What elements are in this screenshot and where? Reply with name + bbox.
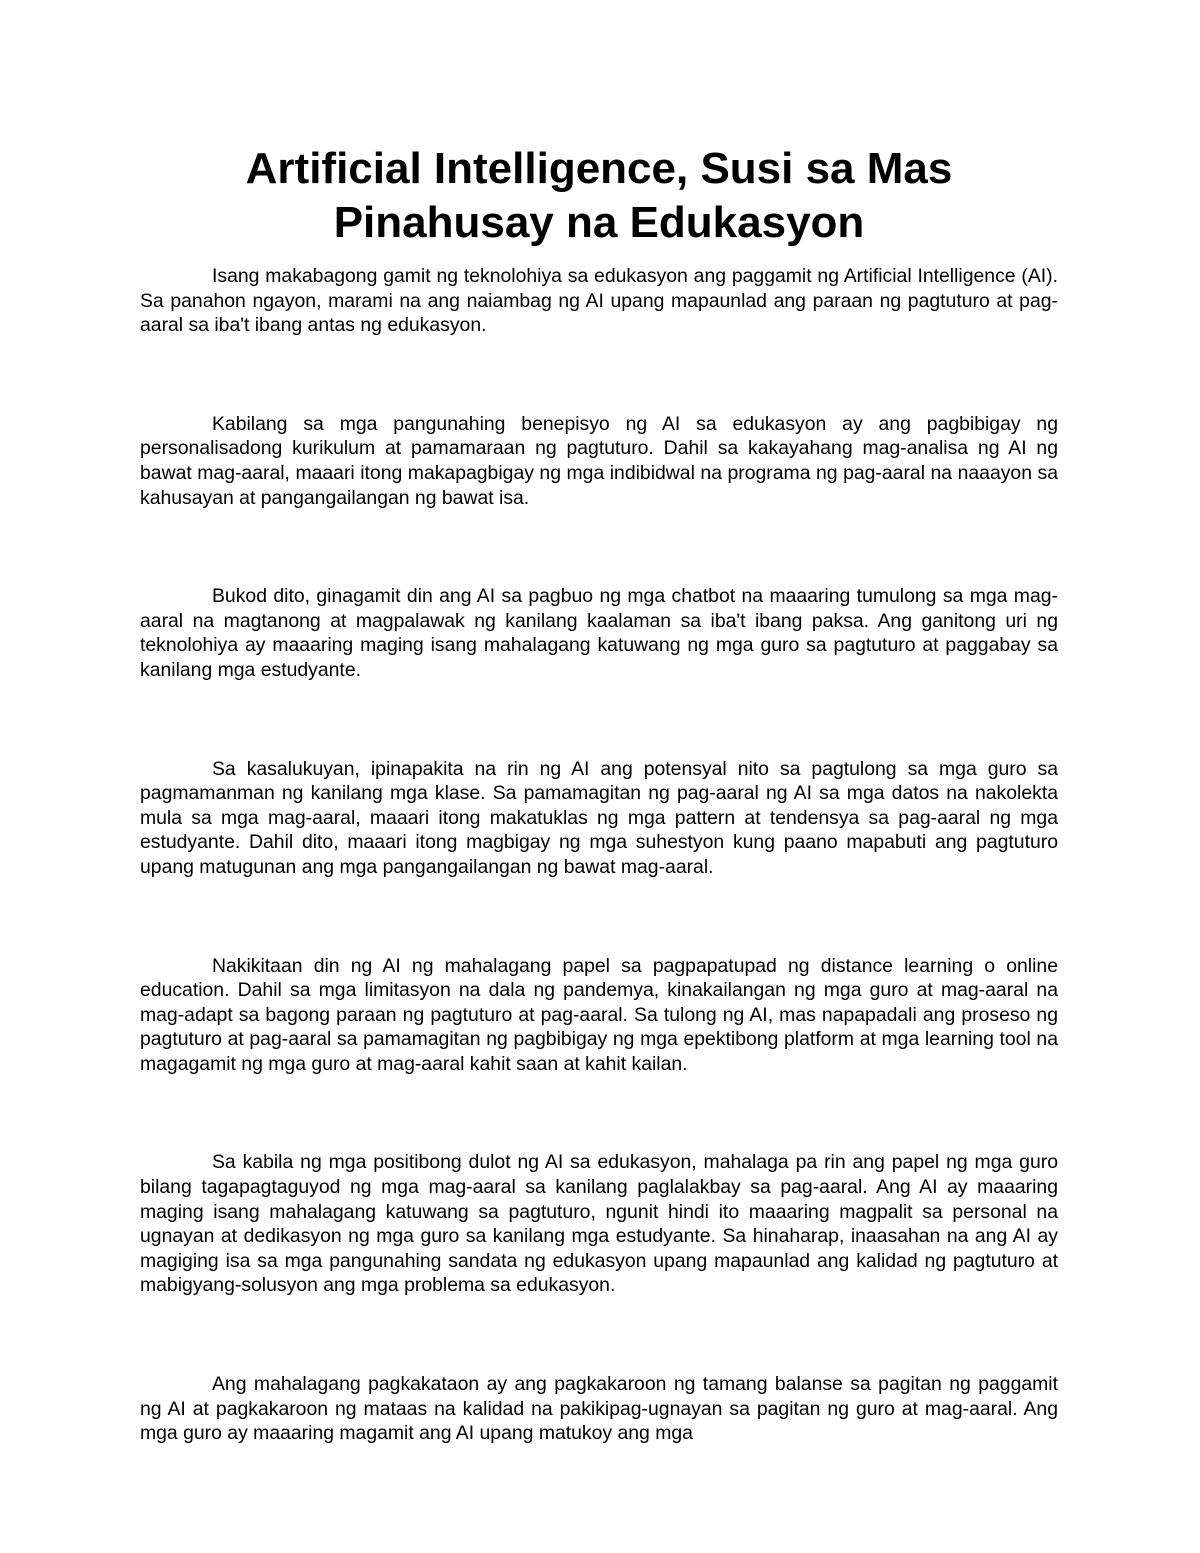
paragraph-6: Sa kabila ng mga positibong dulot ng AI sa edukasyon, mahalaga pa rin ang papel ng mga guro bilang tagapagtaguyod ng mga mag-aaral sa kanilang paglalakbay sa pag-aaral. Ang AI ay maaaring maging isang mahalagang katuwang sa pagtuturo, ngunit hindi ito maaaring magpalit sa personal na ugnayan at dedikasyon ng mga guro sa kanilang mga estudyante. Sa hinaharap, inaasahan na ang AI ay magiging isa sa mga pangunahing sandata ng edukasyon upang mapaunlad ang kalidad ng pagtuturo at mabigyang-solusyon ang mga problema sa edukasyon. [140,1151,1058,1297]
document-body [140,264,1058,1446]
title-line-2: Pinahusay na Edukasyon [333,198,865,247]
paragraph-1: Isang makabagong gamit ng teknolohiya sa edukasyon ang paggamit ng Artificial Intelligence (AI). Sa panahon ngayon, marami na ang naiambag ng AI upang mapaunlad ang paraan ng pagtuturo at pag-aaral sa iba't ibang antas ng edukasyon. [140,265,1058,337]
paragraph-4: Sa kasalukuyan, ipinapakita na rin ng AI ang potensyal nito sa pagtulong sa mga guro sa pagmamanman ng kanilang mga klase. Sa pamamagitan ng pag-aaral ng AI sa mga datos na nakolekta mula sa mga mag-aaral, maaari itong makatuklas ng mga pattern at tendensya sa pag-aaral ng mga estudyante. Dahil dito, maaari itong magbigay ng mga suhestyon kung paano mapabuti ang pagtuturo upang matugunan ang mga pangangailangan ng bawat mag-aaral. [140,757,1058,878]
page-title [140,142,1058,250]
title-line-1: Artificial Intelligence, Susi sa Mas [245,144,953,193]
paragraph-2: Kabilang sa mga pangunahing benepisyo ng AI sa edukasyon ay ang pagbibigay ng personalisadong kurikulum at pamamaraan ng pagtuturo. Dahil sa kakayahang mag-analisa ng AI ng bawat mag-aaral, maaari itong makapagbigay ng mga indibidwal na programa ng pag-aaral na naaayon sa kahusayan at pangangailangan ng bawat isa. [140,412,1058,509]
paragraph-3: Bukod dito, ginagamit din ang AI sa pagbuo ng mga chatbot na maaaring tumulong sa mga mag-aaral na magtanong at magpalawak ng kanilang kaalaman sa iba't ibang paksa. Ang ganitong uri ng teknolohiya ay maaaring maging isang mahalagang katuwang ng mga guro sa pagtuturo at paggabay sa kanilang mga estudyante. [140,585,1058,681]
paragraph-7: Ang mahalagang pagkakataon ay ang pagkakaroon ng tamang balanse sa pagitan ng paggamit ng AI at pagkakaroon ng mataas na kalidad na pakikipag-ugnayan sa pagitan ng guro at mag-aaral. Ang mga guro ay maaaring magamit ang AI upang matukoy ang mga [140,1373,1058,1445]
paragraph-5: Nakikitaan din ng AI ng mahalagang papel sa pagpapatupad ng distance learning o online education. Dahil sa mga limitasyon na dala ng pandemya, kinakailangan ng mga guro at mag-aaral na mag-adapt sa bagong paraan ng pagtuturo at pag-aaral. Sa tulong ng AI, mas napapadali ang proseso ng pagtuturo at pag-aaral sa pamamagitan ng pagbibigay ng mga epektibong platform at mga learning tool na magagamit ng mga guro at mag-aaral kahit saan at kahit kailan. [140,954,1058,1075]
